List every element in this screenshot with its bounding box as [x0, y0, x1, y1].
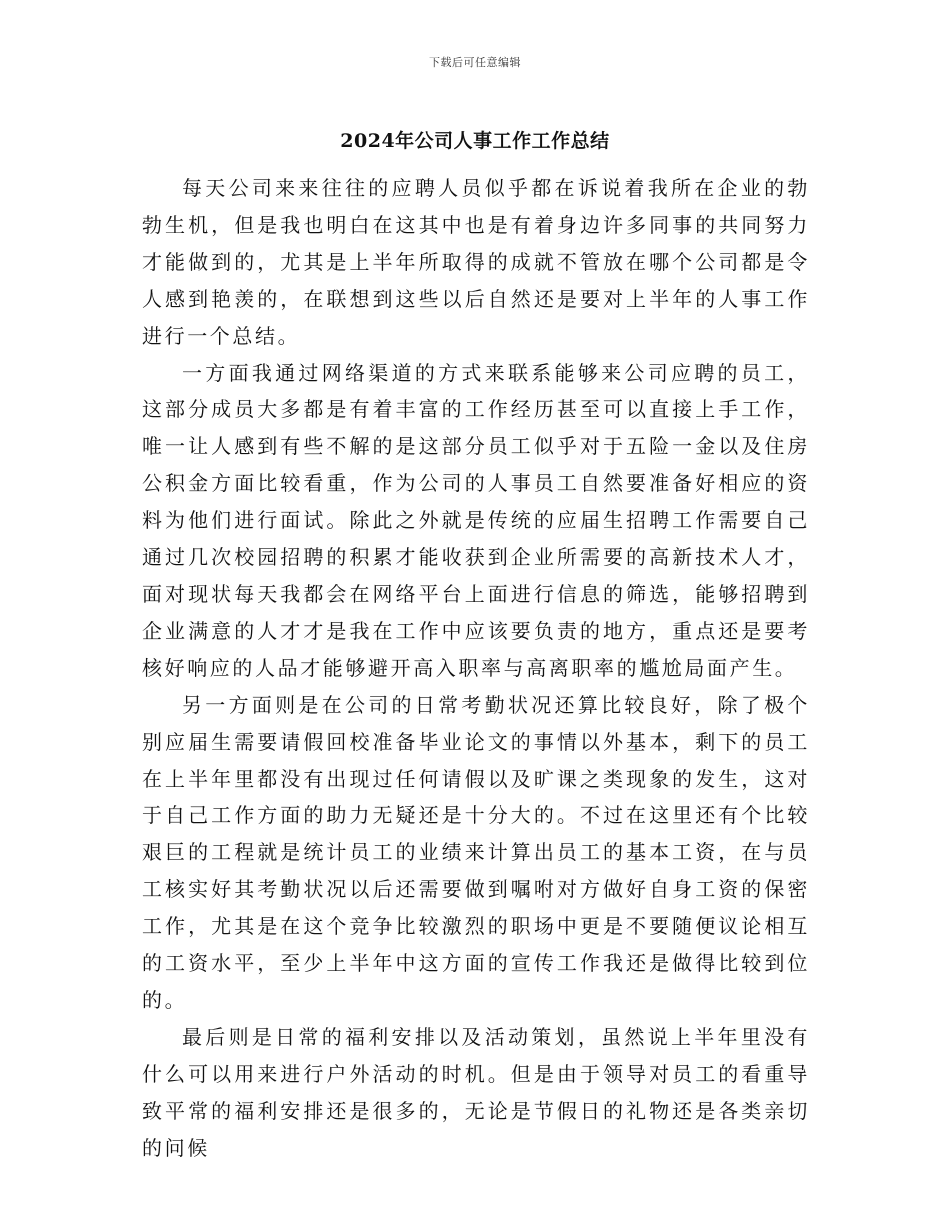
page-header-note: 下载后可任意编辑 [429, 56, 521, 69]
paragraph-4: 最后则是日常的福利安排以及活动策划，虽然说上半年里没有什么可以用来进行户外活动的时机。但是由于领导对员工的看重导致平常的福利安排还是很多的，无论是节假日的礼物还是各类亲切的问候 [142, 1024, 810, 1160]
document-body [142, 170, 810, 1166]
document-title: 2024年公司人事工作工作总结 [340, 130, 610, 152]
paragraph-2: 一方面我通过网络渠道的方式来联系能够来公司应聘的员工，这部分成员大多都是有着丰富的工作经历甚至可以直接上手工作，唯一让人感到有些不解的是这部分员工似乎对于五险一金以及住房公积金方面比较看重，作为公司的人事员工自然要准备好相应的资料为他们进行面试。除此之外就是传统的应届生招聘工作需要自己通过几次校园招聘的积累才能收获到企业所需要的高新技术人才，面对现状每天我都会在网络平台上面进行信息的筛选，能够招聘到企业满意的人才才是我在工作中应该要负责的地方，重点还是要考核好响应的人品才能够避开高入职率与高离职率的尴尬局面产生。 [142, 360, 810, 680]
paragraph-1: 每天公司来来往往的应聘人员似乎都在诉说着我所在企业的勃勃生机，但是我也明白在这其中也是有着身边许多同事的共同努力才能做到的，尤其是上半年所取得的成就不管放在哪个公司都是令人感到艳羡的，在联想到这些以后自然还是要对上半年的人事工作进行一个总结。 [142, 176, 810, 348]
paragraph-3: 另一方面则是在公司的日常考勤状况还算比较良好，除了极个别应届生需要请假回校准备毕业论文的事情以外基本，剩下的员工在上半年里都没有出现过任何请假以及旷课之类现象的发生，这对于自己工作方面的助力无疑还是十分大的。不过在这里还有个比较艰巨的工程就是统计员工的业绩来计算出员工的基本工资，在与员工核实好其考勤状况以后还需要做到嘱咐对方做好自身工资的保密工作，尤其是在这个竞争比较激烈的职场中更是不要随便议论相互的工资水平，至少上半年中这方面的宣传工作我还是做得比较到位的。 [142, 692, 810, 1012]
